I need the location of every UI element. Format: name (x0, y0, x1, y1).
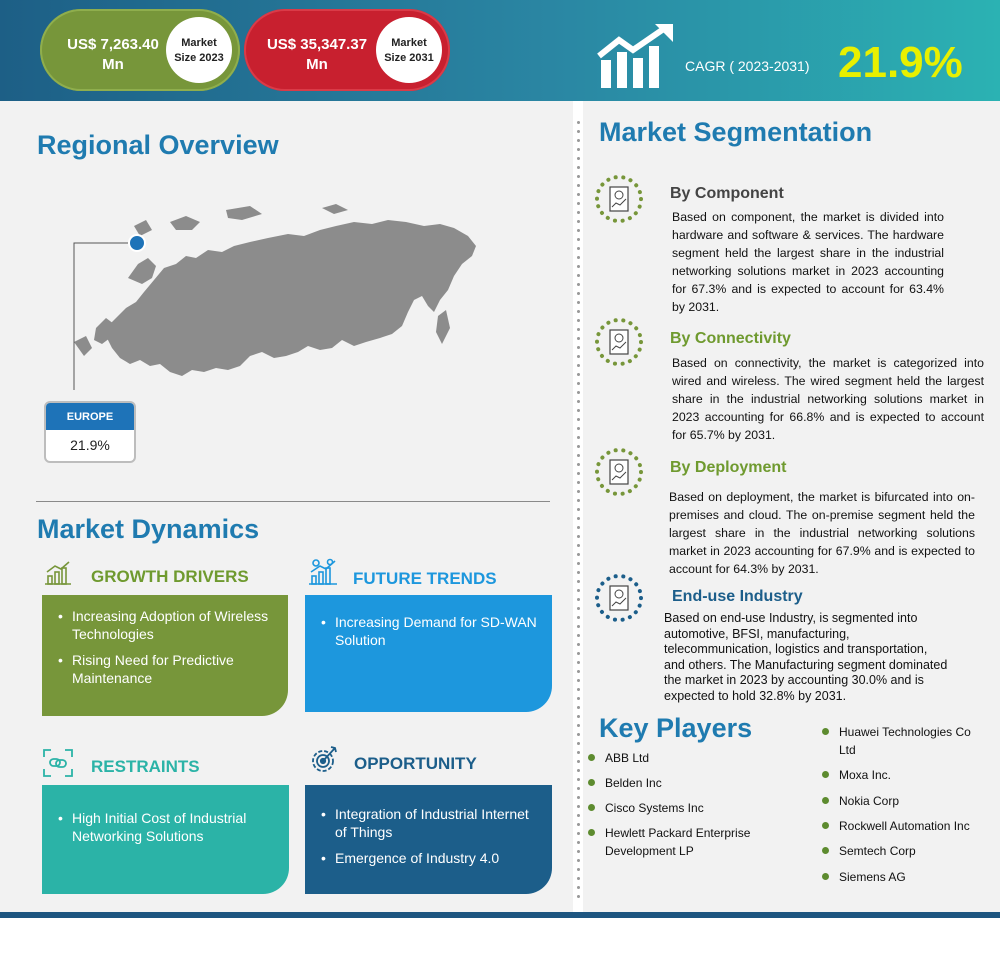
segment-title-deployment: By Deployment (670, 459, 787, 476)
segment-text-deployment: Based on deployment, the market is bifurcated into on-premises and cloud. The on-premise segment held the largest share in the industrial networking solutions market in 2023 accounting for 67.9% and is expected to account for 64.3% by 2031. (669, 490, 975, 576)
opportunity-item: • Emergence of Industry 4.0 (321, 849, 540, 867)
cagr-label: CAGR ( 2023-2031) (685, 58, 810, 74)
key-player-item: Cisco Systems Inc (588, 799, 758, 817)
market-size-2023-pill (40, 9, 240, 91)
bar-chart-icon (44, 560, 72, 586)
opportunity-item: • Integration of Industrial Internet of Things (321, 805, 540, 841)
segment-title-connectivity: By Connectivity (670, 330, 791, 347)
future-trends-card (305, 595, 552, 712)
document-chart-icon (593, 572, 645, 624)
segment-text-end-use: Based on end-use Industry, is segmented into automotive, BFSI, manufacturing, telecommunication, logistics and transportation, and others. The Manufacturing segment dominated the market in 2023 by accounting 30.0% and is expected to hold 32.8% by 2031. (664, 611, 948, 703)
growth-driver-item: • Rising Need for Predictive Maintenance (58, 651, 276, 687)
opportunity-card (305, 785, 552, 894)
segment-title-component: By Component (670, 185, 784, 202)
key-player-item: Hewlett Packard Enterprise Development LP (588, 824, 788, 860)
region-name: EUROPE (46, 403, 134, 430)
market-size-2031-pill (244, 9, 450, 91)
market-size-2031-value: US$ 35,347.37 Mn (266, 36, 368, 73)
restraints-card (42, 785, 289, 894)
key-players-title: Key Players (599, 713, 753, 743)
column-divider (577, 118, 580, 898)
key-player-item: Nokia Corp (822, 792, 992, 810)
segment-text-connectivity: Based on connectivity, the market is categorized into wired and wireless. The wired segment held the largest share in the industrial networking solutions market in 2023 accounting for 66.8% and is expected to account for 65.7% by 2031. (672, 356, 984, 442)
key-player-item: Moxa Inc. (822, 766, 992, 784)
segment-text-component: Based on component, the market is divided into hardware and software & services. The hardware segment held the largest share in the industrial networking solutions market in 2023 accounting for 67.3% and is expected to account for 63.4% by 2031. (672, 210, 944, 314)
region-cagr: 21.9% (70, 437, 110, 453)
cagr-value: 21.9% (838, 38, 963, 87)
section-divider (36, 501, 550, 502)
bottom-rule (0, 912, 1000, 918)
market-size-2031-label: Market Size 2031 (376, 17, 442, 83)
opportunity-title: OPPORTUNITY (354, 754, 477, 773)
document-chart-icon (593, 173, 645, 225)
link-icon (42, 748, 74, 778)
regional-overview-title: Regional Overview (37, 130, 279, 160)
growth-drivers-card (42, 595, 288, 716)
growth-driver-item: • Increasing Adoption of Wireless Technologies (58, 607, 276, 643)
market-size-2023-value: US$ 7,263.40 Mn (67, 36, 159, 73)
market-segmentation-title: Market Segmentation (599, 117, 873, 147)
key-player-item: ABB Ltd (588, 749, 758, 767)
key-player-item: Huawei Technologies Co Ltd (822, 723, 982, 759)
document-chart-icon (593, 446, 645, 498)
key-player-item: Rockwell Automation Inc (822, 817, 992, 835)
restraint-item: • High Initial Cost of Industrial Networking Solutions (58, 809, 277, 845)
key-player-item: Semtech Corp (822, 842, 992, 860)
key-player-item: Siemens AG (822, 868, 992, 886)
gear-target-icon (307, 744, 339, 776)
key-player-item: Belden Inc (588, 774, 758, 792)
region-card-europe (44, 401, 136, 463)
market-size-2023-label: Market Size 2023 (166, 17, 232, 83)
trend-icon (308, 558, 338, 586)
growth-drivers-title: GROWTH DRIVERS (91, 567, 249, 586)
restraints-title: RESTRAINTS (91, 757, 200, 776)
segment-title-end-use: End-use Industry (672, 588, 803, 605)
future-trends-title: FUTURE TRENDS (353, 569, 497, 588)
growth-chart-icon (597, 24, 677, 90)
document-chart-icon (593, 316, 645, 368)
future-trend-item: • Increasing Demand for SD-WAN Solution (321, 613, 540, 649)
europe-russia-map (36, 180, 516, 390)
market-dynamics-title: Market Dynamics (37, 514, 260, 544)
header-band (0, 0, 1000, 101)
